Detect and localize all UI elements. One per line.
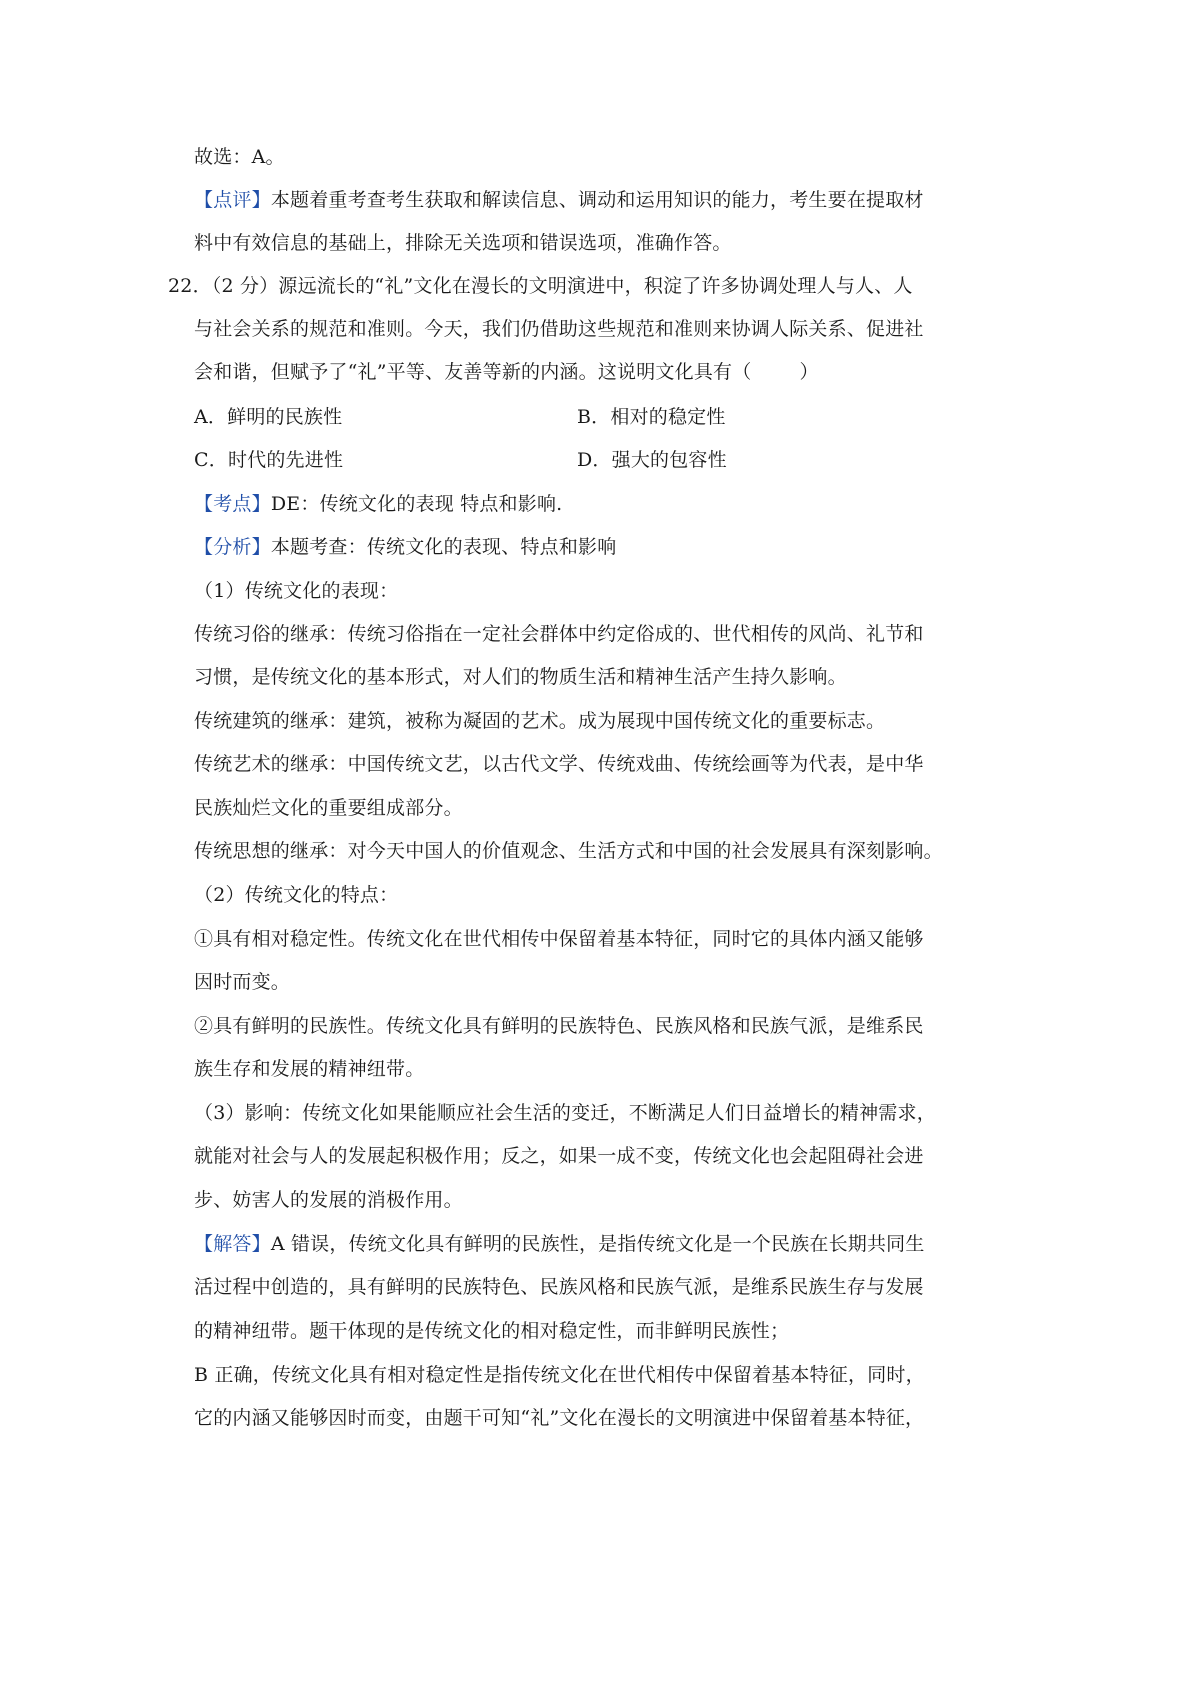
jieda-line <box>194 1361 925 1389</box>
question-stem-text: 22．（2 分）源远流长的“礼”文化在漫长的文明演进中，积淀了许多协调处理人与人、人 <box>168 275 913 297</box>
analysis-text: 传统建筑的继承：建筑，被称为凝固的艺术。成为展现中国传统文化的重要标志。 <box>194 710 886 732</box>
analysis-line <box>194 1142 924 1170</box>
review-line-1 <box>194 186 924 214</box>
analysis-text: ①具有相对稳定性。传统文化在世代相传中保留着基本特征，同时它的具体内涵又能够 <box>194 928 924 950</box>
review-tag: 【点评】 <box>194 189 271 211</box>
analysis-line <box>194 1186 463 1214</box>
option-b-text: B．相对的稳定性 <box>577 406 726 428</box>
analysis-text: 步、妨害人的发展的消极作用。 <box>194 1189 463 1211</box>
question-stem-text: ） <box>799 361 819 383</box>
jieda-line <box>194 1317 789 1345</box>
option-a-text: A．鲜明的民族性 <box>194 406 343 428</box>
question-22-stem-line-2 <box>194 315 924 343</box>
jieda-text: B 正确，传统文化具有相对稳定性是指传统文化在世代相传中保留着基本特征，同时， <box>194 1364 925 1386</box>
option-a <box>194 403 342 431</box>
option-d-text: D．强大的包容性 <box>577 449 727 471</box>
option-b <box>577 403 726 431</box>
analysis-text: 族生存和发展的精神纽带。 <box>194 1058 425 1080</box>
analysis-line <box>194 750 924 778</box>
analysis-text: 民族灿烂文化的重要组成部分。 <box>194 797 463 819</box>
jieda-line <box>194 1273 924 1301</box>
fenxi-line <box>194 533 616 561</box>
question-stem-text: 会和谐，但赋予了“礼”平等、友善等新的内涵。这说明文化具有（ <box>194 361 752 383</box>
option-c <box>194 446 343 474</box>
choice-line <box>194 143 285 171</box>
kaodian-text: DE：传统文化的表现 特点和影响. <box>270 493 563 515</box>
jieda-text: 的精神纽带。题干体现的是传统文化的相对稳定性，而非鲜明民族性； <box>194 1320 790 1342</box>
jieda-line <box>194 1404 924 1432</box>
analysis-text: （3）影响：传统文化如果能顺应社会生活的变迁，不断满足人们日益增长的精神需求， <box>194 1102 936 1124</box>
analysis-line <box>194 577 398 605</box>
fenxi-tag: 【分析】 <box>194 536 271 558</box>
jieda-text: A 错误，传统文化具有鲜明的民族性，是指传统文化是一个民族在长期共同生 <box>270 1233 925 1255</box>
analysis-line <box>194 1099 936 1127</box>
choice-text: 故选：A。 <box>194 146 285 168</box>
analysis-text: 就能对社会与人的发展起积极作用；反之，如果一成不变，传统文化也会起阻碍社会进 <box>194 1145 924 1167</box>
analysis-text: 传统思想的继承：对今天中国人的价值观念、生活方式和中国的社会发展具有深刻影响。 <box>194 840 943 862</box>
option-c-text: C．时代的先进性 <box>194 449 344 471</box>
jieda-text: 它的内涵又能够因时而变，由题干可知“礼”文化在漫长的文明演进中保留着基本特征， <box>194 1407 925 1429</box>
analysis-text: 因时而变。 <box>194 971 291 993</box>
analysis-line <box>194 794 463 822</box>
analysis-line <box>194 620 924 648</box>
fenxi-text: 本题考查：传统文化的表现、特点和影响 <box>270 536 617 558</box>
analysis-text: 习惯，是传统文化的基本形式，对人们的物质生活和精神生活产生持久影响。 <box>194 666 847 688</box>
analysis-line <box>194 1055 424 1083</box>
question-22-stem-line-1 <box>168 272 913 300</box>
analysis-line <box>194 925 924 953</box>
analysis-text: 传统习俗的继承：传统习俗指在一定社会群体中约定俗成的、世代相传的风尚、礼节和 <box>194 623 924 645</box>
question-22-stem-line-3 <box>194 358 819 386</box>
kaodian-line <box>194 490 562 518</box>
analysis-line <box>194 881 398 909</box>
analysis-line <box>194 707 885 735</box>
jieda-tag: 【解答】 <box>194 1233 271 1255</box>
jieda-line-1 <box>194 1230 925 1258</box>
analysis-text: （2）传统文化的特点： <box>194 884 399 906</box>
review-text: 料中有效信息的基础上，排除无关选项和错误选项，准确作答。 <box>194 232 732 254</box>
analysis-line <box>194 663 847 691</box>
jieda-text: 活过程中创造的，具有鲜明的民族特色、民族风格和民族气派，是维系民族生存与发展 <box>194 1276 924 1298</box>
analysis-line <box>194 837 943 865</box>
question-stem-text: 与社会关系的规范和准则。今天，我们仍借助这些规范和准则来协调人际关系、促进社 <box>194 318 924 340</box>
analysis-text: ②具有鲜明的民族性。传统文化具有鲜明的民族特色、民族风格和民族气派，是维系民 <box>194 1015 924 1037</box>
kaodian-tag: 【考点】 <box>194 493 271 515</box>
analysis-line <box>194 968 290 996</box>
review-text: 本题着重考查考生获取和解读信息、调动和运用知识的能力，考生要在提取材 <box>270 189 924 211</box>
analysis-text: 传统艺术的继承：中国传统文艺，以古代文学、传统戏曲、传统绘画等为代表，是中华 <box>194 753 924 775</box>
review-line-2 <box>194 229 732 257</box>
analysis-text: （1）传统文化的表现： <box>194 580 399 602</box>
option-d <box>577 446 727 474</box>
analysis-line <box>194 1012 924 1040</box>
